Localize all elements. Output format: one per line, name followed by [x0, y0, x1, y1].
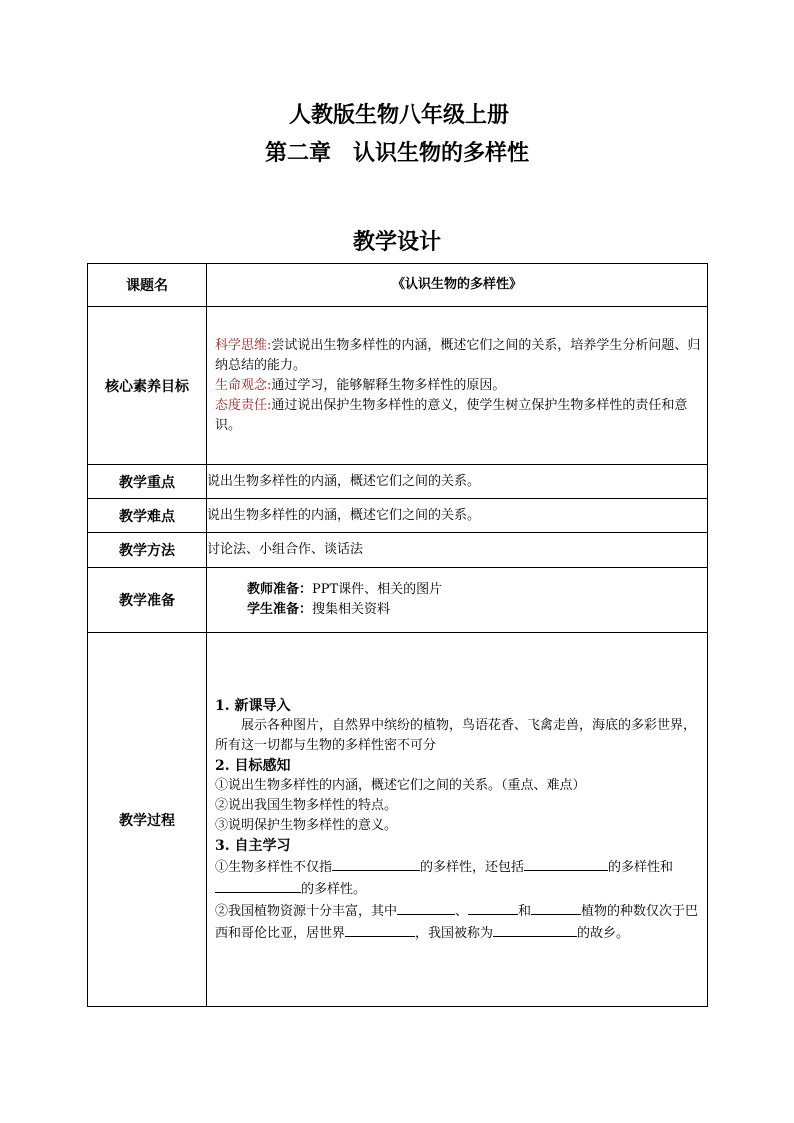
- method-value: 讨论法、小组合作、谈话法: [207, 533, 708, 568]
- fill-blank: [345, 922, 415, 937]
- fill-blank: [468, 900, 518, 915]
- literacy-tag: 态度责任:: [215, 397, 272, 413]
- row-label-preparation: 教学准备: [88, 568, 207, 633]
- question-text: 、: [455, 903, 469, 919]
- topic-value: 《认识生物的多样性》: [207, 264, 708, 307]
- difficulty-value: 说出生物多样性的内涵，概述它们之间的关系。: [207, 499, 708, 533]
- document-title: 人教版生物八年级上册: [288, 102, 509, 128]
- student-prep-text: 搜集相关资料: [312, 602, 391, 617]
- row-label-process: 教学过程: [88, 633, 207, 1007]
- table-row: [88, 568, 708, 633]
- row-label-difficulty: 教学难点: [88, 499, 207, 533]
- student-prep-label: 学生准备：: [247, 602, 313, 617]
- literacy-tag: 生命观念:: [215, 377, 272, 393]
- literacy-tag: 科学思维:: [215, 337, 272, 353]
- row-label-method: 教学方法: [88, 533, 207, 568]
- fill-blank: [531, 900, 581, 915]
- table-row: [88, 533, 708, 568]
- question-text: ①生物多样性不仅指: [215, 859, 333, 875]
- step-heading: 3. 自主学习: [215, 837, 291, 854]
- table-row: [88, 499, 708, 533]
- question-text: ，我国被称为: [415, 925, 494, 941]
- fill-blank: [397, 900, 455, 915]
- teacher-prep-label: 教师准备：: [247, 582, 313, 597]
- goal-item: ③说明保护生物多样性的意义。: [215, 817, 398, 833]
- step-heading: 1. 新课导入: [215, 697, 291, 714]
- teacher-prep-text: PPT课件、相关的图片: [312, 582, 443, 597]
- question-text: 的多样性和: [608, 859, 674, 875]
- literacy-item: [215, 396, 701, 436]
- step-heading: 2. 目标感知: [215, 757, 291, 774]
- question-2: [215, 900, 701, 944]
- table-row: [88, 307, 708, 465]
- row-label-topic: 课题名: [88, 264, 207, 307]
- row-label-literacy: 核心素养目标: [88, 307, 207, 465]
- table-row: [88, 465, 708, 499]
- literacy-goals: [207, 307, 708, 465]
- question-text: 的多样性，还包括: [420, 859, 525, 875]
- literacy-text: 通过学习，能够解释生物多样性的原因。: [271, 377, 506, 393]
- row-label-key-point: 教学重点: [88, 465, 207, 499]
- intro-text: 展示各种图片，自然界中缤纷的植物，鸟语花香、飞禽走兽，海底的多彩世界，所有这一切都与生物的多样性密不可分: [215, 717, 697, 753]
- table-row: [88, 264, 708, 307]
- title-block: [0, 98, 794, 170]
- question-text: 和: [518, 903, 532, 919]
- preparation-value: [207, 568, 708, 633]
- question-text: 的多样性。: [301, 881, 367, 897]
- table-row: [88, 633, 708, 1007]
- fill-blank: [524, 856, 608, 871]
- question-text: ②我国植物资源十分丰富，其中: [215, 903, 398, 919]
- fill-blank: [493, 922, 577, 937]
- process-content: [207, 633, 708, 1007]
- teacher-prep: [247, 580, 707, 600]
- goal-item: ②说出我国生物多样性的特点。: [215, 797, 398, 813]
- goal-item: ①说出生物多样性的内涵，概述它们之间的关系。（重点、难点）: [215, 777, 586, 793]
- literacy-text: 尝试说出生物多样性的内涵，概述它们之间的关系，培养学生分析问题、归纳总结的能力。: [215, 337, 701, 373]
- fill-blank: [215, 878, 301, 893]
- key-point-value: 说出生物多样性的内涵，概述它们之间的关系。: [207, 465, 708, 499]
- fill-blank: [332, 856, 420, 871]
- question-text: 的故乡。: [577, 925, 630, 941]
- section-title: 教学设计: [352, 229, 441, 255]
- question-text: 植物的种数仅次于巴西和哥伦比亚，居世界: [215, 903, 699, 941]
- literacy-text: 通过说出保护生物多样性的意义，使学生树立保护生物多样性的责任和意识。: [215, 397, 688, 433]
- literacy-item: [215, 376, 701, 396]
- literacy-item: [215, 336, 701, 376]
- chapter-title: 第二章 认识生物的多样性: [264, 140, 529, 166]
- student-prep: [247, 600, 707, 620]
- question-1: [215, 856, 701, 900]
- lesson-plan-table: [87, 263, 708, 1007]
